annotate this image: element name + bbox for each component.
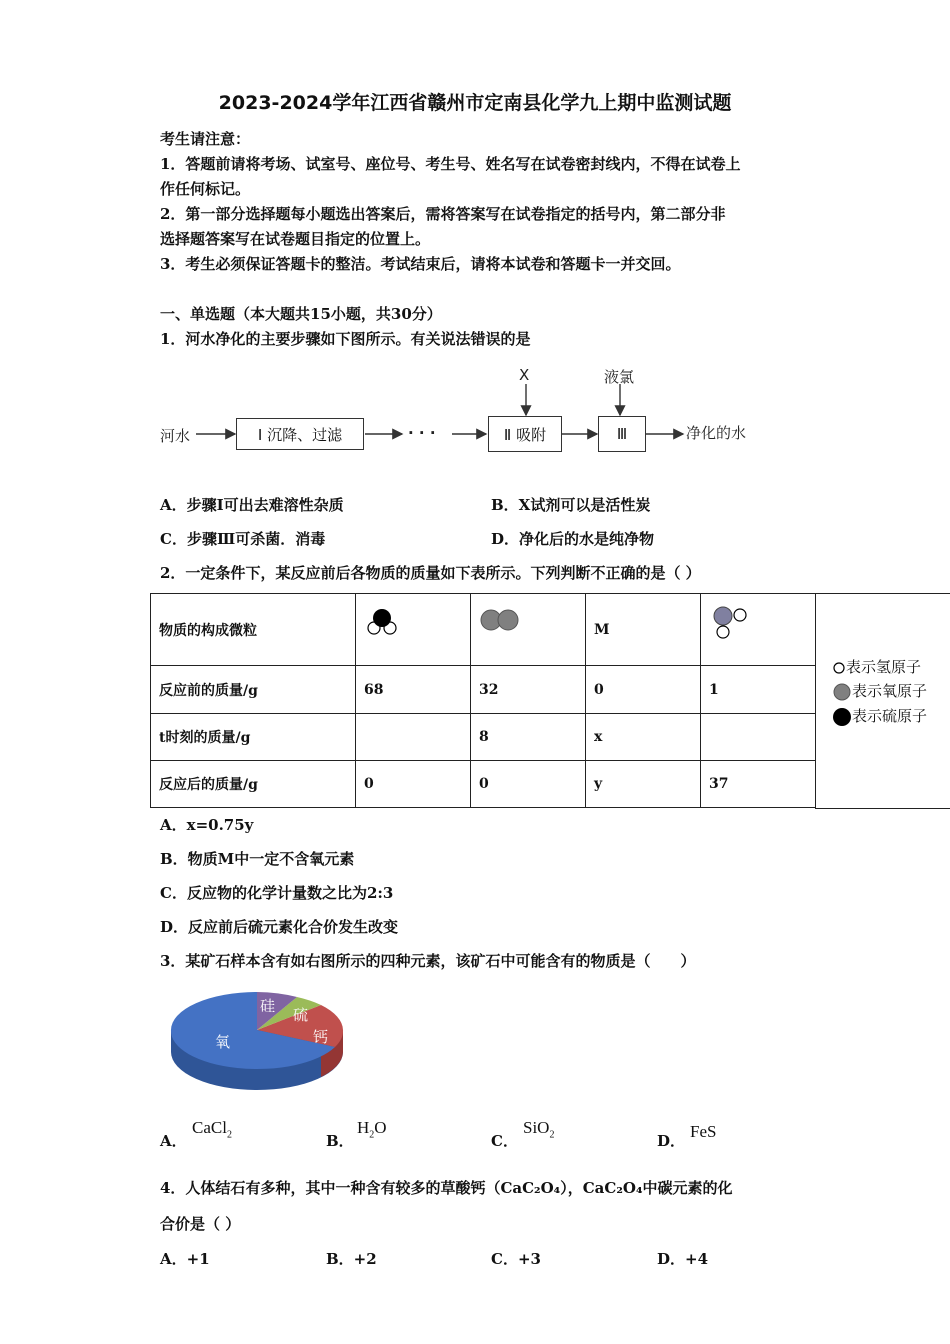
flow-output-label: 净化的水 bbox=[686, 424, 747, 442]
q2-option-c: C．反应物的化学计量数之比为2:3 bbox=[160, 884, 394, 902]
q2-after-o2: 0 bbox=[471, 761, 586, 808]
q4-option-c: C．+3 bbox=[491, 1250, 541, 1268]
q2-row-label-before: 反应前的质量/g bbox=[151, 666, 356, 714]
pie-label-silicon: 硅 bbox=[260, 997, 276, 1015]
flow-step-1: Ⅰ 沉降、过滤 bbox=[236, 418, 364, 450]
q2-after-m: y bbox=[586, 761, 701, 808]
q1-option-a: A．步骤Ⅰ可出去难溶性杂质 bbox=[160, 496, 344, 514]
q2-table bbox=[150, 593, 816, 808]
q3-option-d-letter: D． bbox=[657, 1132, 686, 1150]
o2-molecule-icon bbox=[479, 606, 539, 640]
q2-t-h2o bbox=[701, 714, 816, 761]
flow-arrows bbox=[0, 360, 950, 470]
q2-cell-m: M bbox=[586, 594, 701, 666]
q4-stem-line-1: 4．人体结石有多种，其中一种含有较多的草酸钙（CaC₂O₄），CaC₂O₄中碳元素的化 bbox=[160, 1179, 733, 1197]
q1-option-d: D．净化后的水是纯净物 bbox=[491, 530, 655, 548]
page-title: 2023-2024学年江西省赣州市定南县化学九上期中监测试题 bbox=[218, 92, 732, 114]
q3-pie-chart bbox=[165, 985, 350, 1100]
q2-row-after bbox=[151, 761, 816, 808]
q3-stem: 3．某矿石样本含有如右图所示的四种元素，该矿石中可能含有的物质是（ ） bbox=[160, 952, 696, 970]
h2o-molecule-icon bbox=[709, 602, 769, 642]
oxygen-atom-icon bbox=[832, 682, 852, 702]
q3-option-d-formula: FeS bbox=[690, 1122, 717, 1141]
q4-option-a: A．+1 bbox=[160, 1250, 210, 1268]
q2-before-h2s: 68 bbox=[356, 666, 471, 714]
q2-before-m: 0 bbox=[586, 666, 701, 714]
q4-option-d: D．+4 bbox=[657, 1250, 709, 1268]
q3-option-a-formula: CaCl$_2$ bbox=[192, 1118, 232, 1141]
q3-option-b-formula: $H_2O$ bbox=[357, 1118, 387, 1141]
q2-row-particles bbox=[151, 594, 816, 666]
q2-stem: 2．一定条件下，某反应前后各物质的质量如下表所示。下列判断不正确的是（ ） bbox=[160, 564, 701, 582]
pie-label-oxygen: 氧 bbox=[215, 1033, 231, 1051]
q3-option-b-letter: B． bbox=[326, 1132, 354, 1150]
q1-stem: 1．河水净化的主要步骤如下图所示。有关说法错误的是 bbox=[160, 330, 531, 348]
flow-step-2: Ⅱ 吸附 bbox=[488, 416, 562, 452]
q3-option-c-letter: C． bbox=[491, 1132, 518, 1150]
q2-t-o2: 8 bbox=[471, 714, 586, 761]
q2-cell-h2o bbox=[701, 594, 816, 666]
h2s-molecule-icon bbox=[364, 606, 424, 640]
flow-dots: · · · bbox=[408, 424, 436, 442]
flow-cl-label: 液氯 bbox=[604, 368, 635, 386]
notice-line-2a: 2．第一部分选择题每小题选出答案后，需将答案写在试卷指定的括号内，第二部分非 bbox=[160, 205, 726, 223]
q3-option-a-letter: A． bbox=[160, 1132, 187, 1150]
legend-sulfur bbox=[832, 705, 927, 727]
q2-cell-h2s bbox=[356, 594, 471, 666]
legend-hydrogen-label: 表示氢原子 bbox=[846, 658, 922, 676]
flow-step-3: Ⅲ bbox=[598, 416, 646, 452]
q2-t-m: x bbox=[586, 714, 701, 761]
section-heading: 一、单选题（本大题共15小题，共30分） bbox=[160, 305, 442, 323]
q2-row-label-t: t时刻的质量/g bbox=[151, 714, 356, 761]
sulfur-atom-icon bbox=[832, 707, 852, 727]
legend-hydrogen bbox=[832, 656, 921, 677]
q2-row-before bbox=[151, 666, 816, 714]
q3-option-c-formula: SiO$_2$ bbox=[523, 1118, 555, 1141]
notice-line-3: 3．考生必须保证答题卡的整洁。考试结束后，请将本试卷和答题卡一并交回。 bbox=[160, 255, 681, 273]
flow-x-label: X bbox=[519, 366, 530, 384]
q2-legend bbox=[815, 593, 950, 809]
q4-option-b: B．+2 bbox=[326, 1250, 377, 1268]
q2-t-h2s bbox=[356, 714, 471, 761]
q2-before-o2: 32 bbox=[471, 666, 586, 714]
notice-heading: 考生请注意： bbox=[160, 130, 251, 148]
q2-option-d: D．反应前后硫元素化合价发生改变 bbox=[160, 918, 399, 936]
q2-before-h2o: 1 bbox=[701, 666, 816, 714]
q2-option-a: A．x=0.75y bbox=[160, 816, 254, 834]
pie-label-sulfur: 硫 bbox=[293, 1006, 309, 1024]
q1-option-c: C．步骤Ⅲ可杀菌．消毒 bbox=[160, 530, 326, 548]
legend-sulfur-label: 表示硫原子 bbox=[852, 707, 928, 725]
q2-after-h2o: 37 bbox=[701, 761, 816, 808]
q2-row-label-particles: 物质的构成微粒 bbox=[151, 594, 356, 666]
q2-option-b: B．物质M中一定不含氧元素 bbox=[160, 850, 355, 868]
q2-row-label-after: 反应后的质量/g bbox=[151, 761, 356, 808]
q2-row-t bbox=[151, 714, 816, 761]
q4-stem-line-2: 合价是（ ） bbox=[160, 1215, 241, 1233]
legend-oxygen-label: 表示氧原子 bbox=[852, 682, 928, 700]
notice-line-1b: 作任何标记。 bbox=[160, 180, 251, 198]
flow-input-label: 河水 bbox=[160, 427, 191, 445]
pie-label-calcium: 钙 bbox=[313, 1028, 329, 1046]
notice-line-2b: 选择题答案写在试卷题目指定的位置上。 bbox=[160, 230, 431, 248]
legend-oxygen bbox=[832, 680, 927, 702]
q1-option-b: B．X试剂可以是活性炭 bbox=[491, 496, 651, 514]
q2-after-h2s: 0 bbox=[356, 761, 471, 808]
q2-cell-o2 bbox=[471, 594, 586, 666]
notice-line-1a: 1．答题前请将考场、试室号、座位号、考生号、姓名写在试卷密封线内，不得在试卷上 bbox=[160, 155, 741, 173]
hydrogen-atom-icon bbox=[832, 661, 846, 675]
